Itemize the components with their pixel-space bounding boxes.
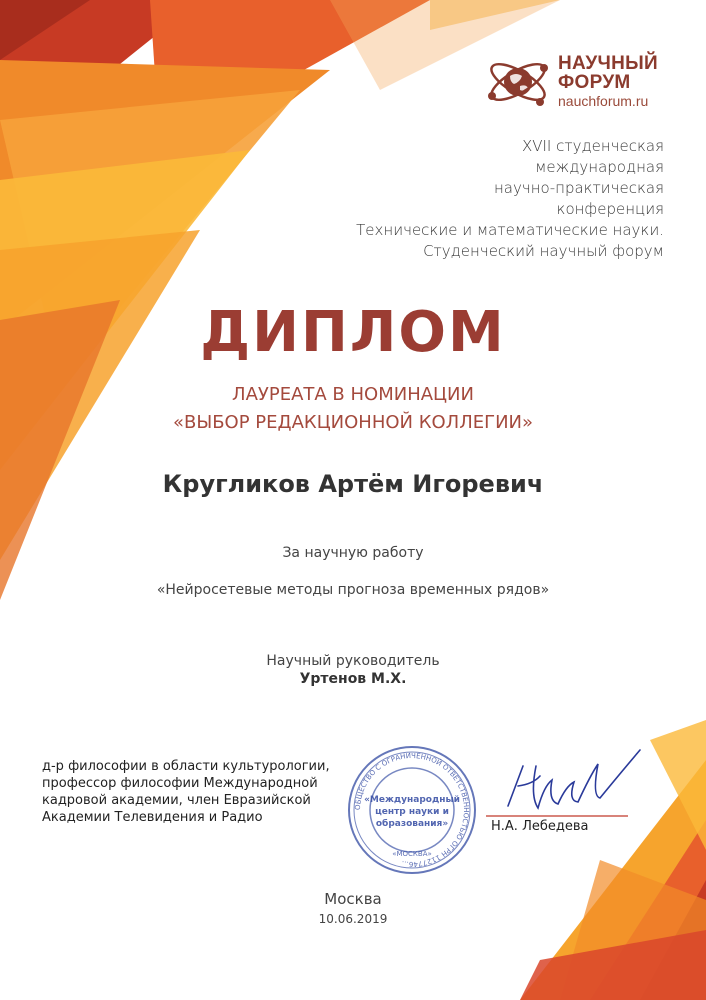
conference-line: конференция — [556, 200, 664, 218]
conference-line: Технические и математические науки. — [356, 221, 664, 239]
logo-title-line1: НАУЧНЫЙ — [558, 53, 658, 74]
work-label: За научную работу — [282, 545, 424, 561]
handwritten-signature — [478, 746, 648, 826]
diploma-subtitle-line2: «ВЫБОР РЕДАКЦИОННОЙ КОЛЛЕГИИ» — [172, 412, 534, 433]
conference-line: XVII студенческая — [521, 137, 664, 155]
signer-name: Н.А. Лебедева — [491, 819, 589, 834]
issue-date: 10.06.2019 — [318, 912, 388, 926]
conference-info — [356, 136, 664, 262]
supervisor-label: Научный руководитель — [266, 653, 440, 669]
city: Москва — [324, 890, 382, 908]
stamp-center-line1: «Международный — [364, 795, 460, 805]
logo-text — [558, 54, 658, 110]
credentials-line: профессор философии Международной — [42, 776, 318, 791]
diploma-title: ДИПЛОМ — [200, 300, 506, 365]
conference-line: Студенческий научный форум — [423, 242, 664, 260]
logo-title-line2: ФОРУМ — [558, 72, 631, 93]
signatory-credentials — [42, 758, 330, 826]
organization-stamp — [346, 744, 478, 876]
work-title: «Нейросетевые методы прогноза временных рядов» — [156, 582, 550, 598]
stamp-center-line3: образования» — [375, 819, 449, 829]
credentials-line: кадровой академии, член Евразийской — [42, 793, 311, 808]
logo-url: nauchforum.ru — [558, 93, 649, 109]
diploma-subtitle-line1: ЛАУРЕАТА В НОМИНАЦИИ — [232, 384, 474, 405]
stamp-bottom-text: «МОСКВА» — [392, 850, 432, 858]
stamp-ring-text: ОБЩЕСТВО С ОГРАНИЧЕННОЙ ОТВЕТСТВЕННОСТЬЮ ОГРН 1127746… — [353, 751, 471, 869]
credentials-line: Академии Телевидения и Радио — [42, 810, 263, 825]
conference-line: международная — [535, 158, 664, 176]
stamp-center-line2: центр науки и — [375, 807, 449, 817]
credentials-line: д-р философии в области культурологии, — [42, 759, 330, 774]
atom-globe-icon — [484, 48, 552, 116]
supervisor-name: Уртенов М.Х. — [299, 671, 407, 687]
recipient-name: Кругликов Артём Игоревич — [162, 470, 544, 498]
forum-logo — [484, 48, 684, 118]
conference-line: научно-практическая — [494, 179, 664, 197]
